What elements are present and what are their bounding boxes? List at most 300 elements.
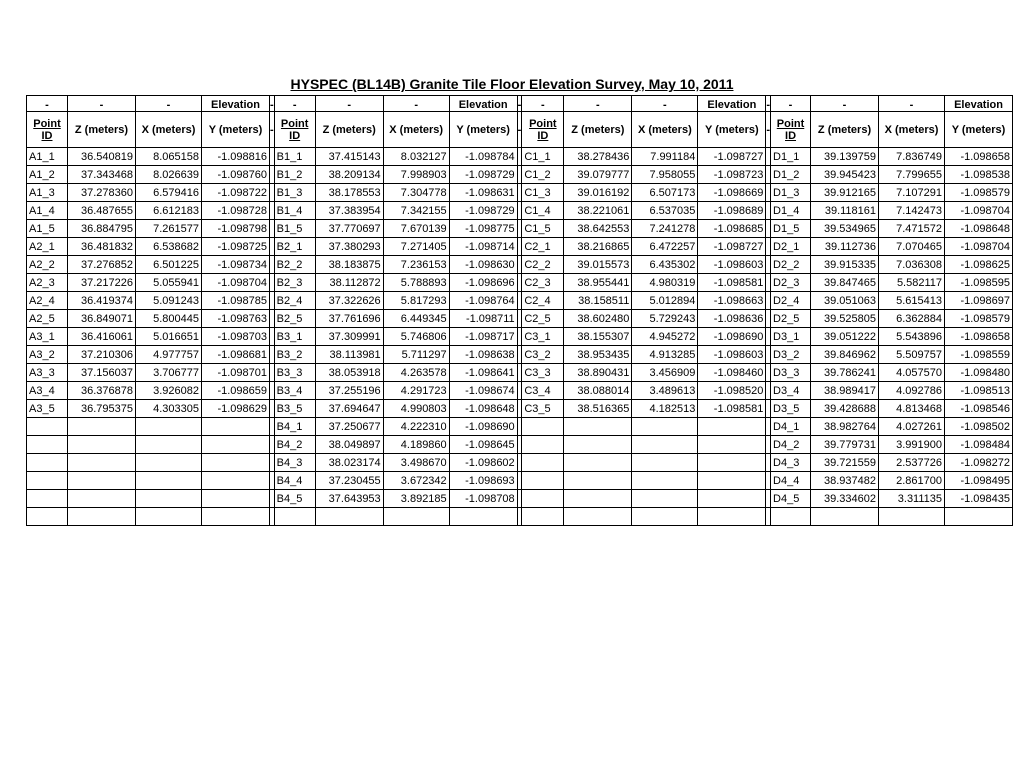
z-cell: 38.937482: [811, 472, 879, 490]
table-row: [27, 310, 1013, 328]
y-cell: -1.098484: [945, 436, 1013, 454]
z-cell: 37.309991: [315, 328, 383, 346]
x-cell: 7.261577: [136, 220, 202, 238]
z-cell: [811, 508, 879, 526]
y-cell: -1.098581: [698, 400, 766, 418]
header-y: Y (meters): [698, 112, 766, 148]
x-cell: 7.070465: [879, 238, 945, 256]
point-id-cell: B4_1: [274, 418, 315, 436]
y-cell: -1.098663: [698, 292, 766, 310]
z-cell: 37.322626: [315, 292, 383, 310]
x-cell: 7.998903: [383, 166, 449, 184]
z-cell: 37.380293: [315, 238, 383, 256]
point-id-cell: C1_1: [522, 148, 564, 166]
y-cell: -1.098685: [698, 220, 766, 238]
y-cell: -1.098669: [698, 184, 766, 202]
z-cell: 39.112736: [811, 238, 879, 256]
header-point-id: [27, 112, 68, 148]
y-cell: -1.098636: [698, 310, 766, 328]
y-cell: -1.098579: [945, 310, 1013, 328]
header-dash: -: [811, 96, 879, 112]
z-cell: 39.915335: [811, 256, 879, 274]
z-cell: 38.953435: [564, 346, 632, 364]
point-id-cell: A1_5: [27, 220, 68, 238]
x-cell: 8.065158: [136, 148, 202, 166]
x-cell: 4.945272: [632, 328, 698, 346]
z-cell: 39.051222: [811, 328, 879, 346]
point-id-cell: B2_4: [274, 292, 315, 310]
z-cell: 38.221061: [564, 202, 632, 220]
y-cell: -1.098785: [202, 292, 270, 310]
header-x: X (meters): [879, 112, 945, 148]
x-cell: 4.222310: [383, 418, 449, 436]
z-cell: 38.516365: [564, 400, 632, 418]
point-id-cell: [522, 454, 564, 472]
z-cell: 37.250677: [315, 418, 383, 436]
x-cell: 7.958055: [632, 166, 698, 184]
z-cell: 39.051063: [811, 292, 879, 310]
point-id-cell: A1_2: [27, 166, 68, 184]
header-point-label: Point: [776, 117, 805, 130]
y-cell: -1.098546: [945, 400, 1013, 418]
point-id-cell: C1_4: [522, 202, 564, 220]
point-id-cell: [27, 436, 68, 454]
point-id-cell: C2_5: [522, 310, 564, 328]
z-cell: 39.139759: [811, 148, 879, 166]
point-id-cell: D2_3: [771, 274, 811, 292]
z-cell: 37.694647: [315, 400, 383, 418]
x-cell: [136, 490, 202, 508]
z-cell: [564, 490, 632, 508]
z-cell: 37.643953: [315, 490, 383, 508]
point-id-cell: A2_5: [27, 310, 68, 328]
x-cell: 7.036308: [879, 256, 945, 274]
point-id-cell: A2_3: [27, 274, 68, 292]
header-row-top: [27, 96, 1013, 112]
x-cell: 3.456909: [632, 364, 698, 382]
table-row: [27, 418, 1013, 436]
header-z: Z (meters): [811, 112, 879, 148]
x-cell: 3.991900: [879, 436, 945, 454]
point-id-cell: A2_2: [27, 256, 68, 274]
z-cell: 38.890431: [564, 364, 632, 382]
table-row: [27, 436, 1013, 454]
x-cell: 2.861700: [879, 472, 945, 490]
table-row: [27, 202, 1013, 220]
x-cell: 7.836749: [879, 148, 945, 166]
y-cell: -1.098502: [945, 418, 1013, 436]
point-id-cell: D1_4: [771, 202, 811, 220]
z-cell: 37.210306: [68, 346, 136, 364]
table-row: [27, 364, 1013, 382]
x-cell: 7.799655: [879, 166, 945, 184]
z-cell: 37.217226: [68, 274, 136, 292]
z-cell: 36.487655: [68, 202, 136, 220]
y-cell: -1.098641: [449, 364, 517, 382]
x-cell: [632, 472, 698, 490]
x-cell: 5.543896: [879, 328, 945, 346]
y-cell: -1.098798: [202, 220, 270, 238]
x-cell: 7.241278: [632, 220, 698, 238]
point-id-cell: B1_1: [274, 148, 315, 166]
x-cell: 3.672342: [383, 472, 449, 490]
z-cell: 38.053918: [315, 364, 383, 382]
y-cell: -1.098704: [945, 202, 1013, 220]
z-cell: 37.255196: [315, 382, 383, 400]
z-cell: 38.209134: [315, 166, 383, 184]
y-cell: -1.098734: [202, 256, 270, 274]
y-cell: -1.098681: [202, 346, 270, 364]
y-cell: -1.098690: [698, 328, 766, 346]
x-cell: [632, 436, 698, 454]
point-id-cell: C3_4: [522, 382, 564, 400]
x-cell: 3.706777: [136, 364, 202, 382]
table-row: [27, 490, 1013, 508]
header-dash: -: [27, 96, 68, 112]
z-cell: 38.088014: [564, 382, 632, 400]
z-cell: 39.534965: [811, 220, 879, 238]
x-cell: [136, 508, 202, 526]
point-id-cell: D3_1: [771, 328, 811, 346]
header-dash: -: [632, 96, 698, 112]
header-dash: -: [517, 112, 522, 148]
header-y: Y (meters): [449, 112, 517, 148]
point-id-cell: [27, 418, 68, 436]
y-cell: -1.098645: [449, 436, 517, 454]
y-cell: -1.098520: [698, 382, 766, 400]
point-id-cell: D1_2: [771, 166, 811, 184]
y-cell: -1.098630: [449, 256, 517, 274]
point-id-cell: [522, 436, 564, 454]
header-elevation: Elevation: [202, 96, 270, 112]
x-cell: 3.311135: [879, 490, 945, 508]
z-cell: 39.334602: [811, 490, 879, 508]
z-cell: 37.343468: [68, 166, 136, 184]
header-dash: -: [522, 96, 564, 112]
x-cell: [383, 508, 449, 526]
page-title: HYSPEC (BL14B) Granite Tile Floor Elevation Survey, May 10, 2011: [290, 76, 734, 92]
z-cell: 39.721559: [811, 454, 879, 472]
table-row: [27, 220, 1013, 238]
header-row-main: [27, 112, 1013, 148]
x-cell: 5.817293: [383, 292, 449, 310]
x-cell: [632, 490, 698, 508]
point-id-cell: D4_1: [771, 418, 811, 436]
point-id-cell: D2_2: [771, 256, 811, 274]
z-cell: 38.989417: [811, 382, 879, 400]
point-id-cell: C3_2: [522, 346, 564, 364]
y-cell: -1.098764: [449, 292, 517, 310]
z-cell: 36.481832: [68, 238, 136, 256]
x-cell: 4.263578: [383, 364, 449, 382]
point-id-cell: B4_3: [274, 454, 315, 472]
y-cell: -1.098727: [698, 148, 766, 166]
y-cell: -1.098693: [449, 472, 517, 490]
x-cell: 4.092786: [879, 382, 945, 400]
x-cell: [632, 418, 698, 436]
y-cell: -1.098603: [698, 346, 766, 364]
z-cell: [564, 454, 632, 472]
header-point-id: [274, 112, 315, 148]
y-cell: [698, 472, 766, 490]
y-cell: -1.098435: [945, 490, 1013, 508]
z-cell: 39.525805: [811, 310, 879, 328]
point-id-cell: B3_3: [274, 364, 315, 382]
y-cell: -1.098729: [449, 202, 517, 220]
z-cell: 38.278436: [564, 148, 632, 166]
point-id-cell: C3_3: [522, 364, 564, 382]
y-cell: -1.098513: [945, 382, 1013, 400]
x-cell: 5.711297: [383, 346, 449, 364]
z-cell: 36.849071: [68, 310, 136, 328]
z-cell: 39.945423: [811, 166, 879, 184]
z-cell: [564, 418, 632, 436]
z-cell: [68, 418, 136, 436]
x-cell: 6.579416: [136, 184, 202, 202]
x-cell: 7.342155: [383, 202, 449, 220]
header-id-label: ID: [41, 129, 53, 142]
y-cell: -1.098689: [698, 202, 766, 220]
z-cell: 37.156037: [68, 364, 136, 382]
y-cell: -1.098629: [202, 400, 270, 418]
header-dash: -: [270, 96, 275, 112]
header-y: Y (meters): [945, 112, 1013, 148]
y-cell: -1.098658: [945, 328, 1013, 346]
z-cell: 39.847465: [811, 274, 879, 292]
y-cell: -1.098603: [698, 256, 766, 274]
point-id-cell: C2_3: [522, 274, 564, 292]
z-cell: 39.846962: [811, 346, 879, 364]
y-cell: -1.098727: [698, 238, 766, 256]
x-cell: [632, 508, 698, 526]
x-cell: 5.729243: [632, 310, 698, 328]
header-dash: -: [383, 96, 449, 112]
table-row: [27, 454, 1013, 472]
y-cell: -1.098559: [945, 346, 1013, 364]
table-row: [27, 508, 1013, 526]
x-cell: [136, 454, 202, 472]
z-cell: 37.770697: [315, 220, 383, 238]
point-id-cell: D3_4: [771, 382, 811, 400]
x-cell: 2.537726: [879, 454, 945, 472]
x-cell: [136, 472, 202, 490]
x-cell: 4.980319: [632, 274, 698, 292]
point-id-cell: C3_1: [522, 328, 564, 346]
point-id-cell: B1_3: [274, 184, 315, 202]
y-cell: -1.098538: [945, 166, 1013, 184]
x-cell: 7.670139: [383, 220, 449, 238]
header-z: Z (meters): [68, 112, 136, 148]
point-id-cell: [522, 472, 564, 490]
y-cell: -1.098717: [449, 328, 517, 346]
x-cell: 8.032127: [383, 148, 449, 166]
point-id-cell: B2_1: [274, 238, 315, 256]
y-cell: [698, 508, 766, 526]
y-cell: -1.098690: [449, 418, 517, 436]
x-cell: 3.926082: [136, 382, 202, 400]
point-id-cell: A1_3: [27, 184, 68, 202]
table-row: [27, 274, 1013, 292]
point-id-cell: B2_2: [274, 256, 315, 274]
y-cell: -1.098728: [202, 202, 270, 220]
point-id-cell: C1_3: [522, 184, 564, 202]
x-cell: 4.189860: [383, 436, 449, 454]
point-id-cell: D2_5: [771, 310, 811, 328]
y-cell: -1.098722: [202, 184, 270, 202]
x-cell: 4.303305: [136, 400, 202, 418]
y-cell: -1.098625: [945, 256, 1013, 274]
table-row: [27, 148, 1013, 166]
y-cell: -1.098579: [945, 184, 1013, 202]
y-cell: [202, 508, 270, 526]
point-id-cell: B4_2: [274, 436, 315, 454]
z-cell: 39.779731: [811, 436, 879, 454]
x-cell: [136, 436, 202, 454]
x-cell: 4.990803: [383, 400, 449, 418]
y-cell: [698, 490, 766, 508]
y-cell: -1.098638: [449, 346, 517, 364]
x-cell: 5.746806: [383, 328, 449, 346]
header-point-label: Point: [33, 117, 61, 130]
x-cell: 5.012894: [632, 292, 698, 310]
z-cell: 37.761696: [315, 310, 383, 328]
z-cell: 39.015573: [564, 256, 632, 274]
table-row: [27, 184, 1013, 202]
point-id-cell: D3_2: [771, 346, 811, 364]
y-cell: -1.098763: [202, 310, 270, 328]
x-cell: 6.501225: [136, 256, 202, 274]
y-cell: -1.098581: [698, 274, 766, 292]
point-id-cell: C1_2: [522, 166, 564, 184]
y-cell: -1.098725: [202, 238, 270, 256]
point-id-cell: C3_5: [522, 400, 564, 418]
y-cell: [202, 436, 270, 454]
point-id-cell: [522, 490, 564, 508]
point-id-cell: A1_1: [27, 148, 68, 166]
table-row: [27, 238, 1013, 256]
point-id-cell: B1_5: [274, 220, 315, 238]
point-id-cell: D1_5: [771, 220, 811, 238]
y-cell: -1.098714: [449, 238, 517, 256]
point-id-cell: A1_4: [27, 202, 68, 220]
x-cell: 5.055941: [136, 274, 202, 292]
point-id-cell: [522, 508, 564, 526]
z-cell: 36.376878: [68, 382, 136, 400]
z-cell: 38.216865: [564, 238, 632, 256]
table-row: [27, 256, 1013, 274]
header-z: Z (meters): [315, 112, 383, 148]
point-id-cell: B3_4: [274, 382, 315, 400]
y-cell: [698, 454, 766, 472]
header-x: X (meters): [136, 112, 202, 148]
y-cell: -1.098602: [449, 454, 517, 472]
point-id-cell: A2_1: [27, 238, 68, 256]
z-cell: 36.416061: [68, 328, 136, 346]
point-id-cell: C2_4: [522, 292, 564, 310]
header-point-label: Point: [529, 117, 557, 130]
z-cell: 39.079777: [564, 166, 632, 184]
y-cell: -1.098711: [449, 310, 517, 328]
x-cell: 3.498670: [383, 454, 449, 472]
y-cell: [202, 454, 270, 472]
y-cell: -1.098659: [202, 382, 270, 400]
z-cell: 37.415143: [315, 148, 383, 166]
point-id-cell: D1_3: [771, 184, 811, 202]
x-cell: 7.236153: [383, 256, 449, 274]
y-cell: -1.098701: [202, 364, 270, 382]
z-cell: 39.016192: [564, 184, 632, 202]
z-cell: 38.602480: [564, 310, 632, 328]
point-id-cell: A3_5: [27, 400, 68, 418]
point-id-cell: B1_4: [274, 202, 315, 220]
z-cell: 39.118161: [811, 202, 879, 220]
point-id-cell: B3_5: [274, 400, 315, 418]
x-cell: 7.142473: [879, 202, 945, 220]
y-cell: -1.098784: [449, 148, 517, 166]
z-cell: [68, 472, 136, 490]
x-cell: [632, 454, 698, 472]
x-cell: 5.800445: [136, 310, 202, 328]
header-point-label: Point: [280, 117, 309, 130]
z-cell: 37.276852: [68, 256, 136, 274]
point-id-cell: B4_5: [274, 490, 315, 508]
z-cell: 37.230455: [315, 472, 383, 490]
point-id-cell: A3_4: [27, 382, 68, 400]
point-id-cell: D4_2: [771, 436, 811, 454]
header-point-id: [771, 112, 811, 148]
point-id-cell: B3_2: [274, 346, 315, 364]
z-cell: 38.178553: [315, 184, 383, 202]
x-cell: 6.472257: [632, 238, 698, 256]
y-cell: -1.098723: [698, 166, 766, 184]
z-cell: 38.113981: [315, 346, 383, 364]
x-cell: 7.107291: [879, 184, 945, 202]
x-cell: [136, 418, 202, 436]
x-cell: 6.538682: [136, 238, 202, 256]
point-id-cell: B3_1: [274, 328, 315, 346]
x-cell: 4.913285: [632, 346, 698, 364]
y-cell: -1.098460: [698, 364, 766, 382]
y-cell: -1.098631: [449, 184, 517, 202]
table-row: [27, 166, 1013, 184]
y-cell: -1.098648: [449, 400, 517, 418]
header-elevation: Elevation: [945, 96, 1013, 112]
x-cell: 4.027261: [879, 418, 945, 436]
x-cell: 6.362884: [879, 310, 945, 328]
y-cell: -1.098648: [945, 220, 1013, 238]
header-dash: -: [771, 96, 811, 112]
x-cell: 5.615413: [879, 292, 945, 310]
x-cell: 5.788893: [383, 274, 449, 292]
z-cell: [68, 454, 136, 472]
header-dash: -: [879, 96, 945, 112]
header-id-label: ID: [785, 129, 797, 142]
header-dash: -: [517, 96, 522, 112]
z-cell: 36.540819: [68, 148, 136, 166]
point-id-cell: A3_3: [27, 364, 68, 382]
y-cell: -1.098495: [945, 472, 1013, 490]
point-id-cell: D1_1: [771, 148, 811, 166]
z-cell: 38.155307: [564, 328, 632, 346]
point-id-cell: [771, 508, 811, 526]
y-cell: [698, 436, 766, 454]
point-id-cell: D4_3: [771, 454, 811, 472]
point-id-cell: [27, 508, 68, 526]
header-dash: -: [68, 96, 136, 112]
point-id-cell: D2_1: [771, 238, 811, 256]
z-cell: 39.786241: [811, 364, 879, 382]
x-cell: 4.813468: [879, 400, 945, 418]
